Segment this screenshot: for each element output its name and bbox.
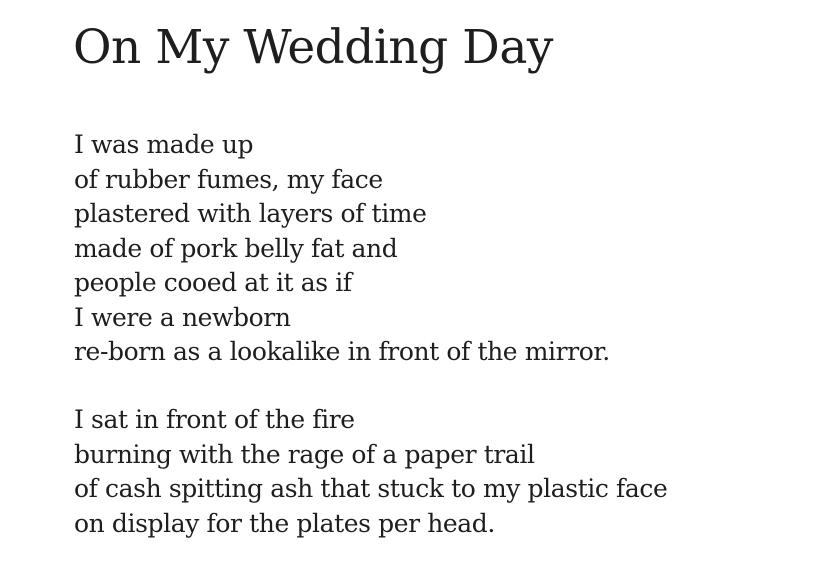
poem-line: burning with the rage of a paper trail (74, 439, 535, 469)
poem-line: I sat in front of the fire (74, 405, 355, 434)
stanza-2 (74, 403, 667, 541)
poem-line: of cash spitting ash that stuck to my plastic face (74, 474, 668, 503)
poem-line: of rubber fumes, my face (74, 164, 383, 194)
poem-line: I was made up (74, 130, 254, 159)
poem-line: re-born as a lookalike in front of the mirror. (74, 337, 610, 366)
poem-line: people cooed at it as if (74, 268, 352, 297)
stanza-1 (74, 128, 610, 370)
poem-title: On My Wedding Day (73, 20, 553, 75)
poem-line: I were a newborn (74, 302, 291, 332)
poem-line: plastered with layers of time (74, 199, 427, 228)
poem-line: made of pork belly fat and (74, 233, 398, 263)
poem-line: on display for the plates per head. (74, 508, 495, 538)
